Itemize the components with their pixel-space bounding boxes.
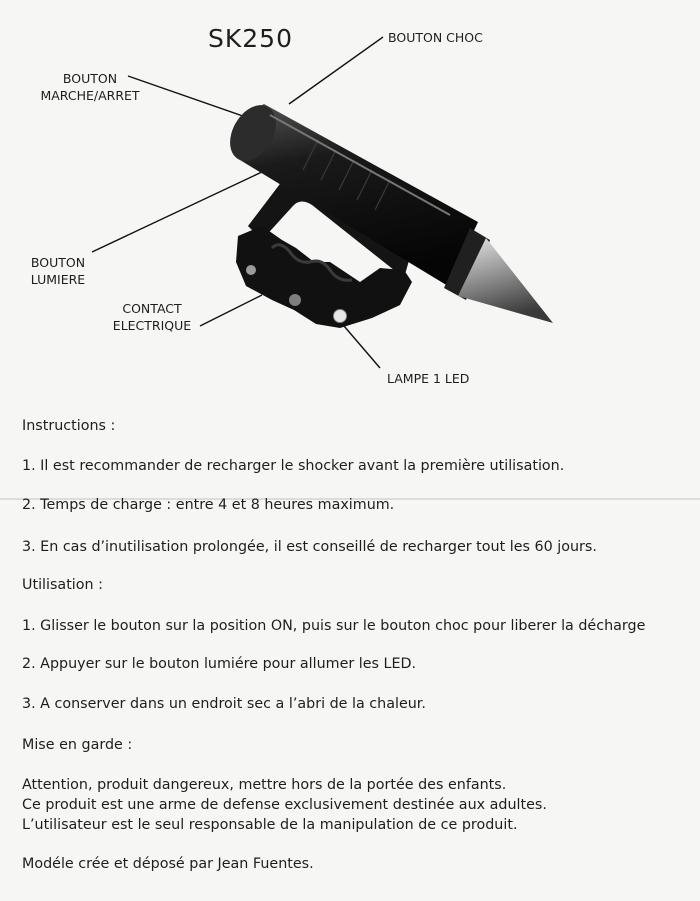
instruction-item-3: 3. En cas d’inutilisation prolongée, il est conseillé de recharger tout les 60 jours. <box>22 539 597 555</box>
label-lumiere-line2: LUMIERE <box>30 272 86 287</box>
utilisation-heading: Utilisation : <box>22 577 103 593</box>
label-bouton-choc: BOUTON CHOC <box>388 30 483 45</box>
led-lamp <box>334 310 347 323</box>
button-lumiere-dot <box>246 265 256 275</box>
label-contact-line1: CONTACT <box>122 301 182 316</box>
product-title: SK250 <box>208 24 293 53</box>
leader-bouton-choc <box>289 37 383 104</box>
warning-line-2: Ce produit est une arme de defense exclusivement destinée aux adultes. <box>22 797 547 813</box>
label-lumiere-line1: BOUTON <box>30 255 86 270</box>
utilisation-item-1: 1. Glisser le bouton sur la position ON, puis sur le bouton choc pour liberer la décharge <box>22 618 646 634</box>
label-lampe-1-led: LAMPE 1 LED <box>387 371 470 386</box>
label-contact-line2: ELECTRIQUE <box>112 318 192 333</box>
warning-line-3: L’utilisateur est le seul responsable de la manipulation de ce produit. <box>22 817 518 833</box>
warning-line-1: Attention, produit dangereux, mettre hors de la portée des enfants. <box>22 777 507 793</box>
contact-electrique-dot <box>289 294 301 306</box>
utilisation-item-3: 3. A conserver dans un endroit sec a l’abri de la chaleur. <box>22 696 426 712</box>
label-marche-line2: MARCHE/ARRET <box>40 88 140 103</box>
label-marche-line1: BOUTON <box>62 71 118 86</box>
mise-en-garde-heading: Mise en garde : <box>22 737 133 753</box>
label-contact-electrique <box>104 300 200 334</box>
label-bouton-marche-arret <box>34 70 146 104</box>
stun-gun-illustration <box>0 0 700 400</box>
instruction-item-1: 1. Il est recommander de recharger le shocker avant la première utilisation. <box>22 458 565 474</box>
leader-marche-arret <box>128 76 257 121</box>
leader-lampe <box>344 326 380 368</box>
leader-contact <box>200 295 262 326</box>
instructions-heading: Instructions : <box>22 418 116 434</box>
utilisation-item-2: 2. Appuyer sur le bouton lumiére pour allumer les LED. <box>22 656 417 672</box>
footer-credit: Modéle crée et déposé par Jean Fuentes. <box>22 856 314 872</box>
label-bouton-lumiere <box>30 254 86 288</box>
instruction-item-2: 2. Temps de charge : entre 4 et 8 heures maximum. <box>22 497 395 513</box>
